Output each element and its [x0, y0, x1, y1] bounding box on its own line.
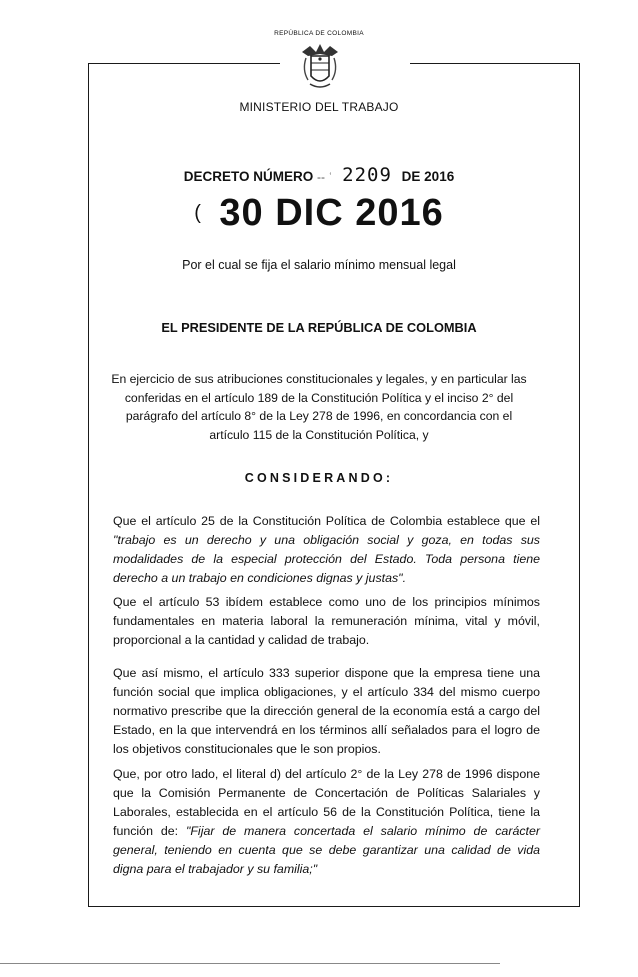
paragraph-4-text: Que, por otro lado, el literal d) del artículo 2° de la Ley 278 de 1996 dispone que la Comisión Permanente de Concertación de Políticas Salariales y Laborales, establecida en el artículo 56 de la Constitución Política, tiene la función de: — [113, 767, 540, 838]
president-heading: EL PRESIDENTE DE LA REPÚBLICA DE COLOMBIA — [161, 320, 477, 335]
bottom-rule — [0, 963, 500, 964]
considerando-heading: CONSIDERANDO: — [244, 471, 394, 485]
ministry-heading: MINISTERIO DEL TRABAJO — [239, 100, 399, 114]
paragraph-2: Que el artículo 53 ibídem establece como uno de los principios mínimos fundamentales en materia laboral la remuneración mínima, vital y móvil, proporcional a la cantidad y calidad de trabajo. — [113, 595, 540, 647]
decree-mark: -- ʿ — [317, 170, 333, 184]
decree-date: 30 DIC 2016 — [219, 192, 444, 234]
date-paren: ( — [194, 202, 201, 224]
decree-label: DECRETO NÚMERO — [183, 169, 314, 184]
paragraph-4 — [113, 765, 540, 879]
decree-subtitle: Por el cual se fija el salario mínimo mensual legal — [182, 258, 456, 272]
paragraph-1-quote: "trabajo es un derecho y una obligación social y goza, en todas sus modalidades de la especial protección del Estado. Toda persona tiene derecho a un trabajo en condiciones dignas y justas". — [113, 533, 540, 585]
decree-number: 2209 — [342, 164, 392, 186]
intro-paragraph: En ejercicio de sus atribuciones constitucionales y legales, y en particular las conferidas en el artículo 189 de la Constitución Política y el inciso 2° del parágrafo del artículo 8° de la Ley 278 de 1996, en concordancia con el artículo 115 de la Constitución Política, y — [111, 372, 527, 442]
paragraph-4-quote: "Fijar de manera concertada el salario mínimo de carácter general, teniendo en cuenta que se debe garantizar una calidad de vida digna para el trabajador y su familia;" — [113, 824, 540, 876]
decree-year: DE 2016 — [401, 169, 455, 184]
paragraph-1 — [113, 512, 540, 588]
decree-number-line — [0, 164, 638, 186]
paragraph-3: Que así mismo, el artículo 333 superior dispone que la empresa tiene una función social que implica obligaciones, y el artículo 334 del mismo cuerpo normativo prescribe que la dirección general de la economía está a cargo del Estado, en la que intervendrá en los términos allí señalados para el logro de los objetivos constitucionales que le son propios. — [113, 666, 540, 756]
decree-date-line — [0, 192, 638, 235]
paragraph-1-text: Que el artículo 25 de la Constitución Política de Colombia establece que el — [113, 514, 540, 528]
republic-heading: REPÚBLICA DE COLOMBIA — [274, 30, 364, 37]
